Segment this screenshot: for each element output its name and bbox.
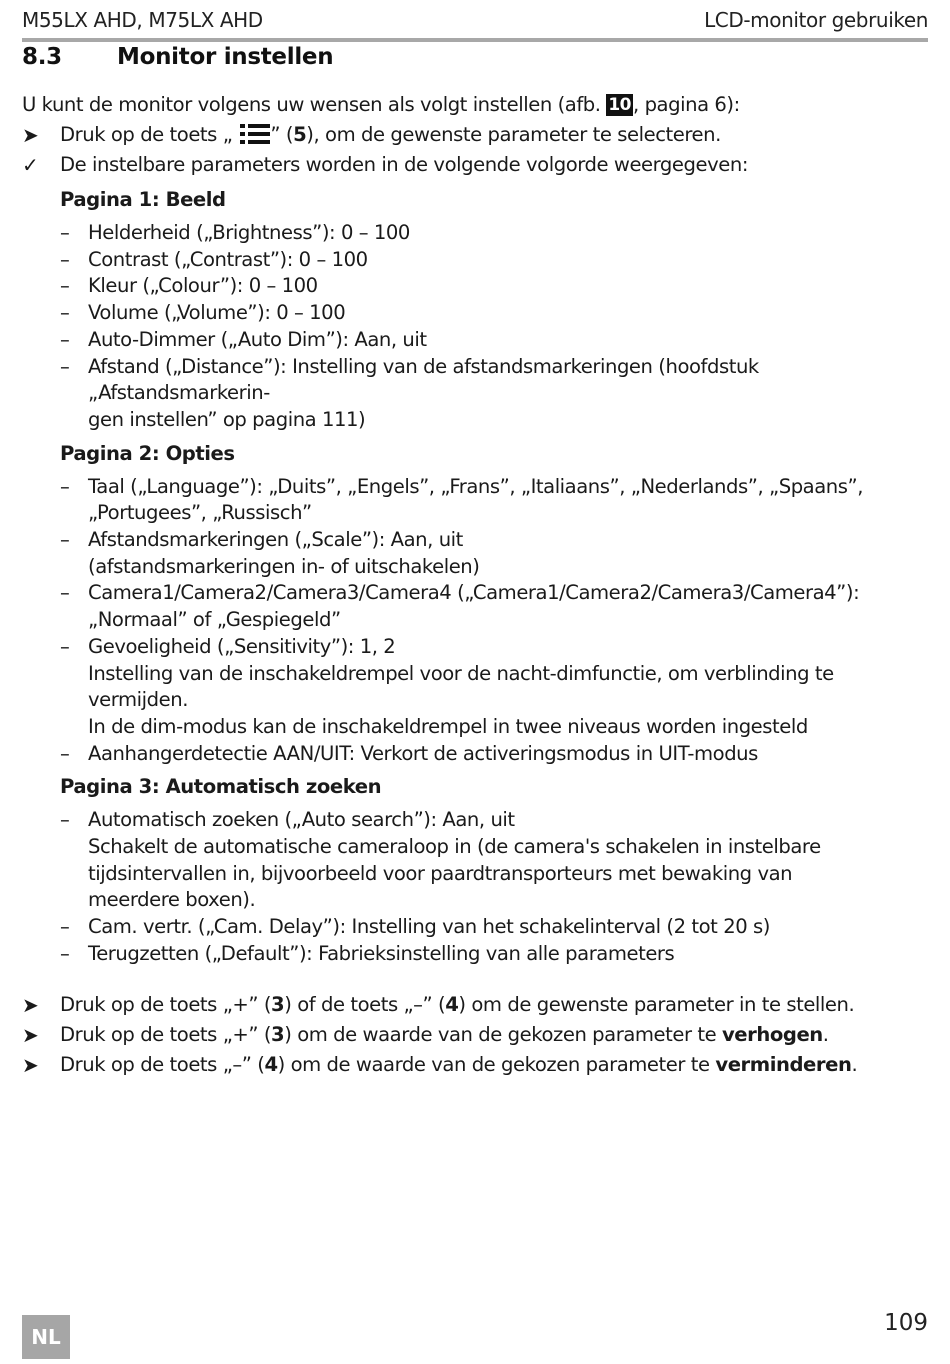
list-item-line: Afstand („Distance”): Instelling van de afstandsmarkeringen (hoofdstuk „Afstandsmarkerin- bbox=[88, 354, 759, 405]
step-emphasis: 3 bbox=[271, 1022, 285, 1046]
section-heading bbox=[22, 44, 333, 70]
page-subheading: Pagina 3: Automatisch zoeken bbox=[60, 775, 382, 799]
step-text: . bbox=[822, 1022, 829, 1046]
dash-bullet-icon: – bbox=[60, 581, 70, 605]
dash-bullet-icon: – bbox=[60, 915, 70, 939]
adjustment-steps bbox=[22, 990, 928, 1080]
step-emphasis: 3 bbox=[271, 992, 285, 1016]
step-text-after: ), om de gewenste parameter te selecteren. bbox=[306, 123, 721, 146]
dash-bullet-icon: – bbox=[60, 634, 70, 658]
arrow-bullet-icon: ➤ bbox=[22, 1022, 39, 1047]
header-product-names: M55LX AHD, M75LX AHD bbox=[22, 8, 263, 32]
list-item-line: Terugzetten („Default”): Fabrieksinstelling van alle parameters bbox=[88, 941, 675, 965]
list-item-line: Taal („Language”): „Duits”, „Engels”, „Frans”, „Italiaans”, „Nederlands”, „Spaans”, bbox=[88, 474, 864, 498]
dash-bullet-icon: – bbox=[60, 274, 70, 298]
arrow-bullet-icon: ➤ bbox=[22, 992, 39, 1017]
step-emphasis: verhogen bbox=[721, 1022, 823, 1046]
list-item-line: Camera1/Camera2/Camera3/Camera4 („Camera1/Camera2/Camera3/Camera4”): bbox=[88, 581, 860, 605]
list-item bbox=[60, 741, 928, 768]
list-item bbox=[60, 580, 928, 633]
instruction-step bbox=[22, 120, 928, 150]
list-item-line: Aanhangerdetectie AAN/UIT: Verkort de activeringsmodus in UIT-modus bbox=[88, 741, 758, 765]
list-item-line: Afstandsmarkeringen („Scale”): Aan, uit bbox=[88, 528, 463, 552]
list-item-line: Gevoeligheid („Sensitivity”): 1, 2 bbox=[88, 634, 396, 658]
dash-bullet-icon: – bbox=[60, 528, 70, 552]
step-text: Druk op de toets „+” ( bbox=[60, 1022, 272, 1046]
dash-bullet-icon: – bbox=[60, 221, 70, 244]
page-subheading: Pagina 2: Opties bbox=[60, 441, 235, 465]
result-text: De instelbare parameters worden in de volgende volgorde weergegeven: bbox=[60, 153, 748, 176]
step-text: . bbox=[851, 1052, 858, 1076]
list-item bbox=[60, 273, 928, 300]
list-item bbox=[60, 327, 928, 354]
page-subheading: Pagina 1: Beeld bbox=[60, 188, 226, 211]
intro-paragraph bbox=[22, 90, 928, 120]
arrow-bullet-icon: ➤ bbox=[22, 123, 39, 147]
list-item-line: Volume („Volume”): 0 – 100 bbox=[88, 301, 346, 325]
list-item bbox=[60, 247, 928, 274]
dash-bullet-icon: – bbox=[60, 474, 70, 498]
dash-bullet-icon: – bbox=[60, 301, 70, 325]
instruction-step bbox=[22, 1020, 928, 1050]
figure-reference: 10 bbox=[608, 95, 632, 115]
list-item-line: Instelling van de inschakeldrempel voor de nacht-dimfunctie, om verblinding te vermijden. bbox=[88, 661, 834, 712]
list-item bbox=[60, 474, 928, 527]
list-item-line: gen instellen” op pagina 111) bbox=[88, 407, 366, 431]
dash-bullet-icon: – bbox=[60, 327, 70, 351]
list-item bbox=[60, 300, 928, 327]
list-item-line: Auto-Dimmer („Auto Dim”): Aan, uit bbox=[88, 327, 427, 351]
list-item-line: Kleur („Colour”): 0 – 100 bbox=[88, 274, 318, 298]
language-badge: NL bbox=[22, 1315, 70, 1359]
list-item bbox=[60, 634, 928, 741]
header-rule bbox=[22, 38, 928, 42]
menu-list-icon bbox=[232, 123, 270, 145]
list-item-line: Cam. vertr. („Cam. Delay”): Instelling van het schakelinterval (2 tot 20 s) bbox=[88, 915, 770, 939]
step-text: ) of de toets „–” ( bbox=[284, 992, 446, 1016]
list-item-line: Schakelt de automatische cameraloop in (de camera's schakelen in instelbare bbox=[88, 835, 821, 859]
list-item-line: Helderheid („Brightness”): 0 – 100 bbox=[88, 221, 410, 244]
list-item-line: „Normaal” of „Gespiegeld” bbox=[88, 608, 341, 632]
page-header bbox=[22, 8, 928, 38]
list-item-line: meerdere boxen). bbox=[88, 888, 256, 912]
step-text: ) om de waarde van de gekozen parameter te bbox=[284, 1022, 722, 1046]
result-line bbox=[22, 150, 928, 180]
instruction-step bbox=[22, 1050, 928, 1080]
intro-text-after: , pagina 6): bbox=[633, 93, 740, 116]
step-emphasis: verminderen bbox=[715, 1052, 852, 1076]
list-item-line: tijdsintervallen in, bijvoorbeeld voor paardtransporteurs met bewaking van bbox=[88, 861, 793, 885]
step-text-before: Druk op de toets „ bbox=[60, 123, 233, 146]
list-item bbox=[60, 527, 928, 580]
instruction-step bbox=[22, 990, 928, 1020]
step-text: Druk op de toets „–” ( bbox=[60, 1052, 265, 1076]
step-text: ) om de gewenste parameter in te stellen. bbox=[458, 992, 855, 1016]
dash-bullet-icon: – bbox=[60, 808, 70, 832]
arrow-bullet-icon: ➤ bbox=[22, 1052, 39, 1077]
intro-text-before: U kunt de monitor volgens uw wensen als volgt instellen (afb. bbox=[22, 93, 601, 116]
list-item bbox=[60, 941, 928, 968]
parameter-list bbox=[22, 807, 928, 967]
dash-bullet-icon: – bbox=[60, 354, 70, 378]
list-item-line: Contrast („Contrast”): 0 – 100 bbox=[88, 247, 368, 271]
step-key-number: 5 bbox=[293, 123, 307, 146]
step-text-mid: ” ( bbox=[270, 123, 294, 146]
page-number: 109 bbox=[884, 1310, 928, 1336]
list-item-line: „Portugees”, „Russisch” bbox=[88, 501, 312, 525]
list-item bbox=[60, 354, 928, 434]
parameter-pages bbox=[22, 186, 928, 968]
dash-bullet-icon: – bbox=[60, 941, 70, 965]
list-item bbox=[60, 220, 928, 247]
list-item-line: Automatisch zoeken („Auto search”): Aan, uit bbox=[88, 808, 515, 832]
section-number: 8.3 bbox=[22, 44, 62, 70]
checkmark-icon: ✓ bbox=[22, 153, 39, 177]
step-text: Druk op de toets „+” ( bbox=[60, 992, 272, 1016]
dash-bullet-icon: – bbox=[60, 247, 70, 271]
page-body bbox=[22, 90, 928, 1080]
dash-bullet-icon: – bbox=[60, 741, 70, 765]
step-emphasis: 4 bbox=[264, 1052, 278, 1076]
step-text: ) om de waarde van de gekozen parameter te bbox=[277, 1052, 716, 1076]
header-chapter-title: LCD-monitor gebruiken bbox=[704, 8, 928, 32]
parameter-list bbox=[22, 220, 928, 434]
list-item-line: (afstandsmarkeringen in- of uitschakelen) bbox=[88, 554, 480, 578]
list-item bbox=[60, 807, 928, 914]
parameter-list bbox=[22, 474, 928, 768]
step-emphasis: 4 bbox=[445, 992, 459, 1016]
section-title: Monitor instellen bbox=[117, 44, 334, 70]
list-item bbox=[60, 914, 928, 941]
list-item-line: In de dim-modus kan de inschakeldrempel in twee niveaus worden ingesteld bbox=[88, 714, 808, 738]
